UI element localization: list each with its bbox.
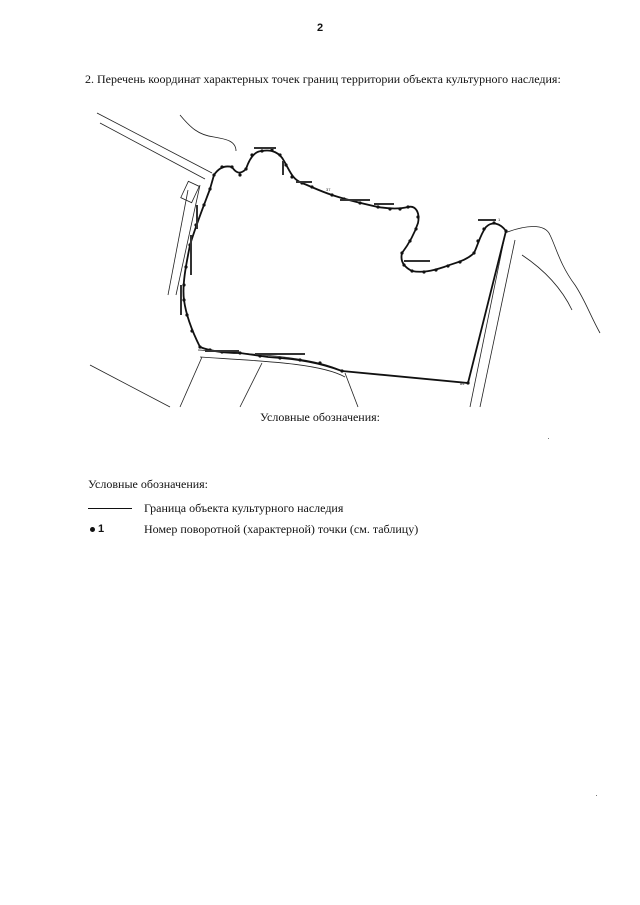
context-stream-e bbox=[505, 227, 600, 334]
context-road-bottom bbox=[200, 357, 345, 377]
page-number: 2 bbox=[316, 22, 324, 34]
point-label-ne: 1 bbox=[498, 217, 501, 222]
point-label-north-mid: 37 bbox=[326, 187, 331, 192]
boundary-line-symbol bbox=[88, 508, 132, 509]
context-road-s bbox=[180, 357, 202, 407]
map-caption: Условные обозначения: bbox=[259, 410, 381, 424]
legend-title: Условные обозначения: bbox=[88, 477, 209, 491]
point-label-se: 84 bbox=[460, 381, 465, 386]
context-road-w bbox=[176, 185, 200, 295]
boundary-map bbox=[0, 95, 640, 415]
context-road-nw-2 bbox=[100, 123, 205, 179]
context-road-e bbox=[470, 235, 505, 407]
context-stream-n bbox=[180, 115, 236, 151]
legend-row-boundary bbox=[88, 499, 418, 517]
scan-speck bbox=[596, 795, 597, 796]
scan-speck bbox=[548, 438, 549, 439]
legend-point-text: Номер поворотной (характерной) точки (см. таблицу) bbox=[144, 521, 419, 536]
legend-row-point bbox=[88, 520, 418, 538]
context-road-s2 bbox=[240, 363, 262, 407]
context-road-se bbox=[345, 373, 358, 407]
boundary-points bbox=[182, 148, 507, 384]
heritage-boundary bbox=[183, 150, 506, 383]
point-label-clusters bbox=[180, 147, 496, 355]
legend-boundary-text: Граница объекта культурного наследия bbox=[144, 500, 344, 515]
context-lines bbox=[90, 113, 600, 407]
point-symbol-icon bbox=[90, 527, 95, 532]
legend-point-number: 1 bbox=[98, 523, 105, 535]
context-road-sw bbox=[90, 365, 170, 407]
legend bbox=[88, 477, 418, 541]
page-heading: 2. Перечень координат характерных точек границ территории объекта культурного наследия: bbox=[85, 72, 561, 86]
context-road-nw bbox=[97, 113, 212, 173]
context-stream-e2 bbox=[522, 255, 572, 310]
